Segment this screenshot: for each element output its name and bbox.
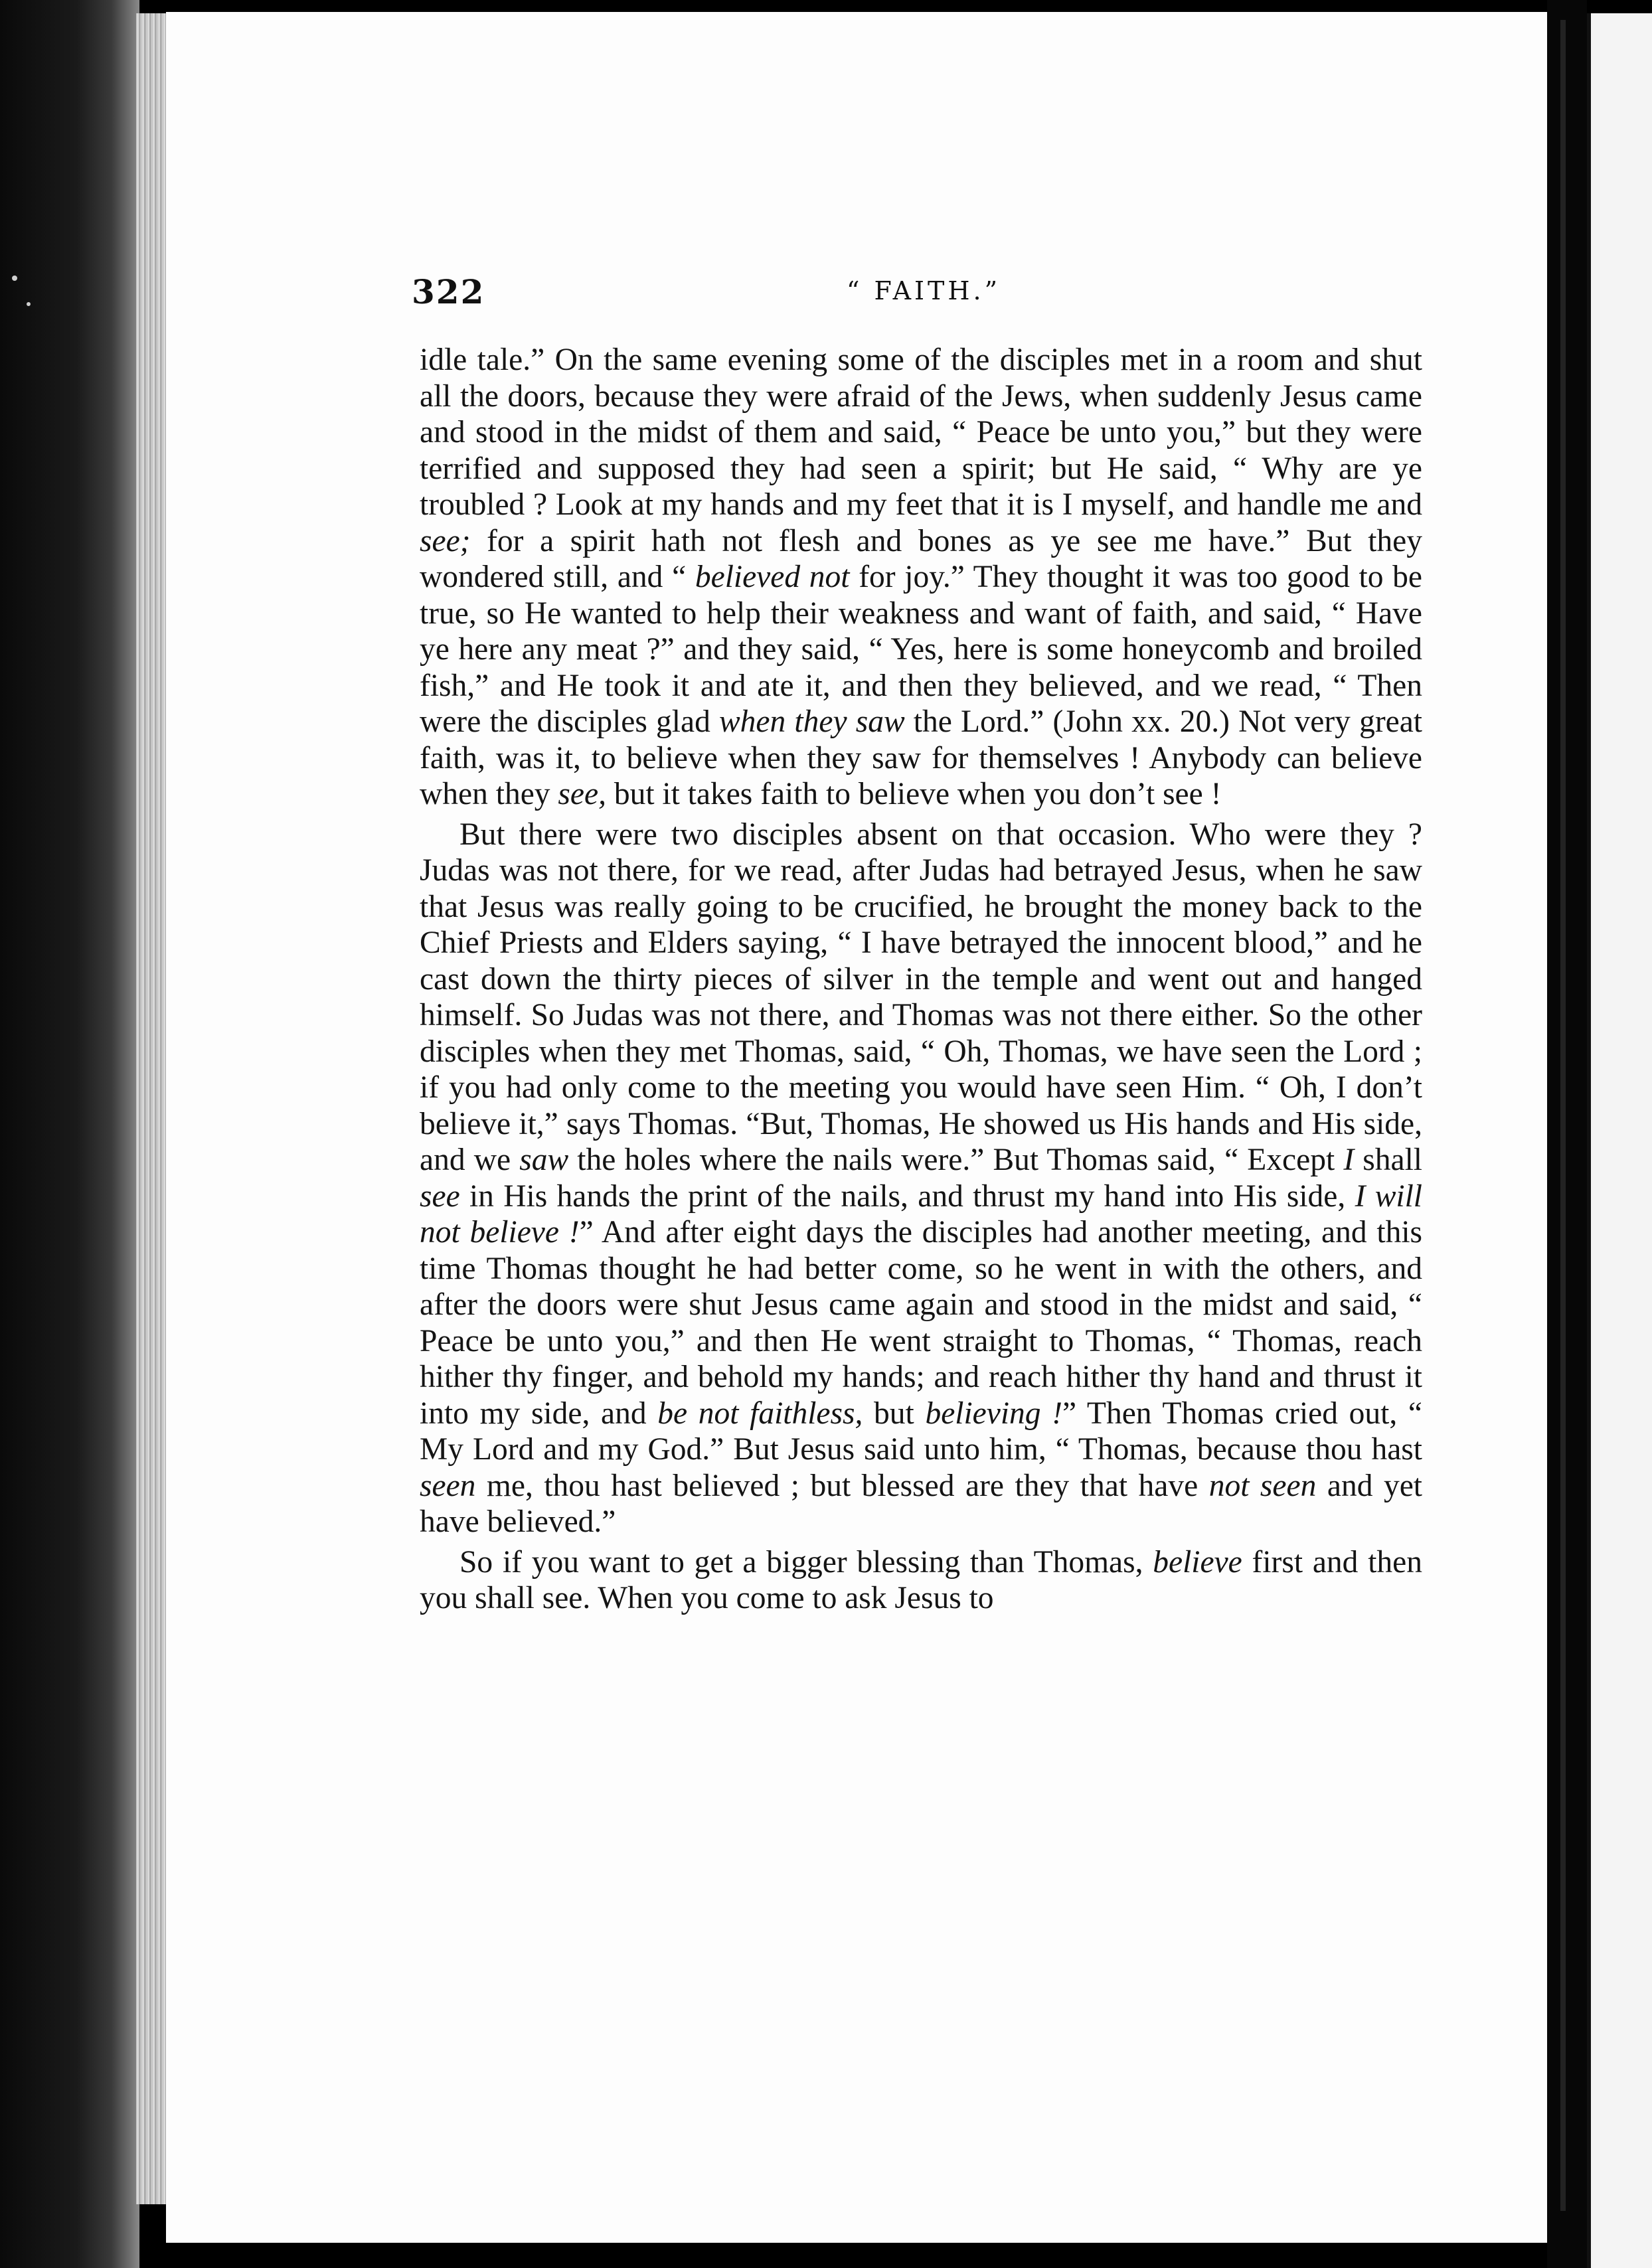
emphasis-text: see; <box>420 523 471 558</box>
emphasis-text: when they saw <box>719 704 905 739</box>
text-run: in His hands the print of the nails, and thrust my hand into His side, <box>459 1178 1355 1214</box>
emphasis-text: be not faithless, <box>657 1396 863 1431</box>
emphasis-text: believed not <box>695 560 850 594</box>
page-number: 322 <box>412 272 485 311</box>
right-gutter-line <box>1560 20 1566 2211</box>
text-run: but <box>863 1396 926 1431</box>
binding-shadow <box>0 0 139 2268</box>
text-run: for a spirit hath not flesh and bones as ye see me have.” But they wondered still, and “ <box>420 523 1422 594</box>
emphasis-text: see, <box>558 777 606 811</box>
running-title: “ FAITH.” <box>847 276 1001 305</box>
paragraph <box>420 1544 1422 1617</box>
text-run: the Lord.” (John xx. 20.) Not very great faith, was it, to believe when they saw for themselves ! Anybody can believe when they <box>420 704 1423 811</box>
scan-speck <box>27 302 31 306</box>
text-run: me, thou hast believed ; but blessed are they that have <box>475 1468 1209 1503</box>
text-run: and yet have believed.” <box>420 1468 1422 1539</box>
text-run: shall <box>1354 1143 1423 1177</box>
emphasis-text: I <box>1343 1143 1355 1177</box>
emphasis-text: saw <box>519 1143 569 1177</box>
right-scan-border <box>1547 0 1587 2268</box>
emphasis-text: believe <box>1153 1544 1242 1580</box>
emphasis-text: see <box>420 1178 460 1214</box>
running-header <box>412 272 1421 319</box>
body-text <box>420 342 1422 1617</box>
text-run: but it takes faith to believe when you don’t see ! <box>606 777 1222 811</box>
emphasis-text: not seen <box>1208 1468 1317 1503</box>
emphasis-text: seen <box>420 1468 476 1503</box>
paragraph <box>420 817 1422 1540</box>
text-run: the holes where the nails were.” But Thomas said, “ Except <box>568 1143 1344 1177</box>
text-run: So if you want to get a bigger blessing than Thomas, <box>459 1544 1153 1580</box>
text-run: But there were two disciples absent on that occasion. Who were they ? Judas was not there, for we read, after Judas had betrayed Jesus, when he saw that Jesus was really going to be crucified, he brought the money back to the Chief Priests and Elders saying, “ I have betrayed the innocent blood,” and he cast down the thirty pieces of silver in the temple and went out and hanged himself. So Judas was not there, and Thomas was not there either. So the other disciples when they met Thomas, said, “ Oh, Thomas, we have seen the Lord ; if you had only come to the meeting you would have seen Him. “ Oh, I don’t believe it,” says Thomas. “But, Thomas, He showed us His hands and His side, and we <box>420 817 1422 1177</box>
emphasis-text: I will not believe ! <box>420 1178 1422 1250</box>
text-run: first and then you shall see. When you come to ask Jesus to <box>420 1544 1422 1615</box>
scan-speck <box>12 276 17 281</box>
text-run: ” And after eight days the disciples had another meeting, and this time Thomas thought he had better come, so he went in with the others, and after the doors were shut Jesus came again and stood in the midst and said, “ Peace be unto you,” and then He went straight to Thomas, “ Thomas, reach hither thy finger, and behold my hands; and reach hither thy hand and thrust it into my side, and <box>420 1215 1423 1431</box>
facing-page-edge <box>1587 13 1652 2268</box>
text-run: for joy.” They thought it was too good to be true, so He wanted to help their weakness and want of faith, and said, “ Have ye here any meat ?” and they said, “ Yes, here is some honeycomb and broiled fish,” and He took it and ate it, and then they believed, and we read, “ Then were the disciples glad <box>420 560 1422 739</box>
paragraph <box>420 342 1422 813</box>
text-run: ” Then Thomas cried out, “ My Lord and my God.” But Jesus said unto him, “ Thomas, because thou hast <box>420 1396 1422 1467</box>
emphasis-text: believing ! <box>925 1396 1063 1431</box>
text-run: idle tale.” On the same evening some of the disciples met in a room and shut all the doors, because they were afraid of the Jews, when suddenly Jesus came and stood in the midst of them and said, “ Peace be unto you,” but they were terrified and supposed they had seen a spirit; but He said, “ Why are ye troubled ? Look at my hands and my feet that it is I myself, and handle me and <box>420 343 1422 522</box>
